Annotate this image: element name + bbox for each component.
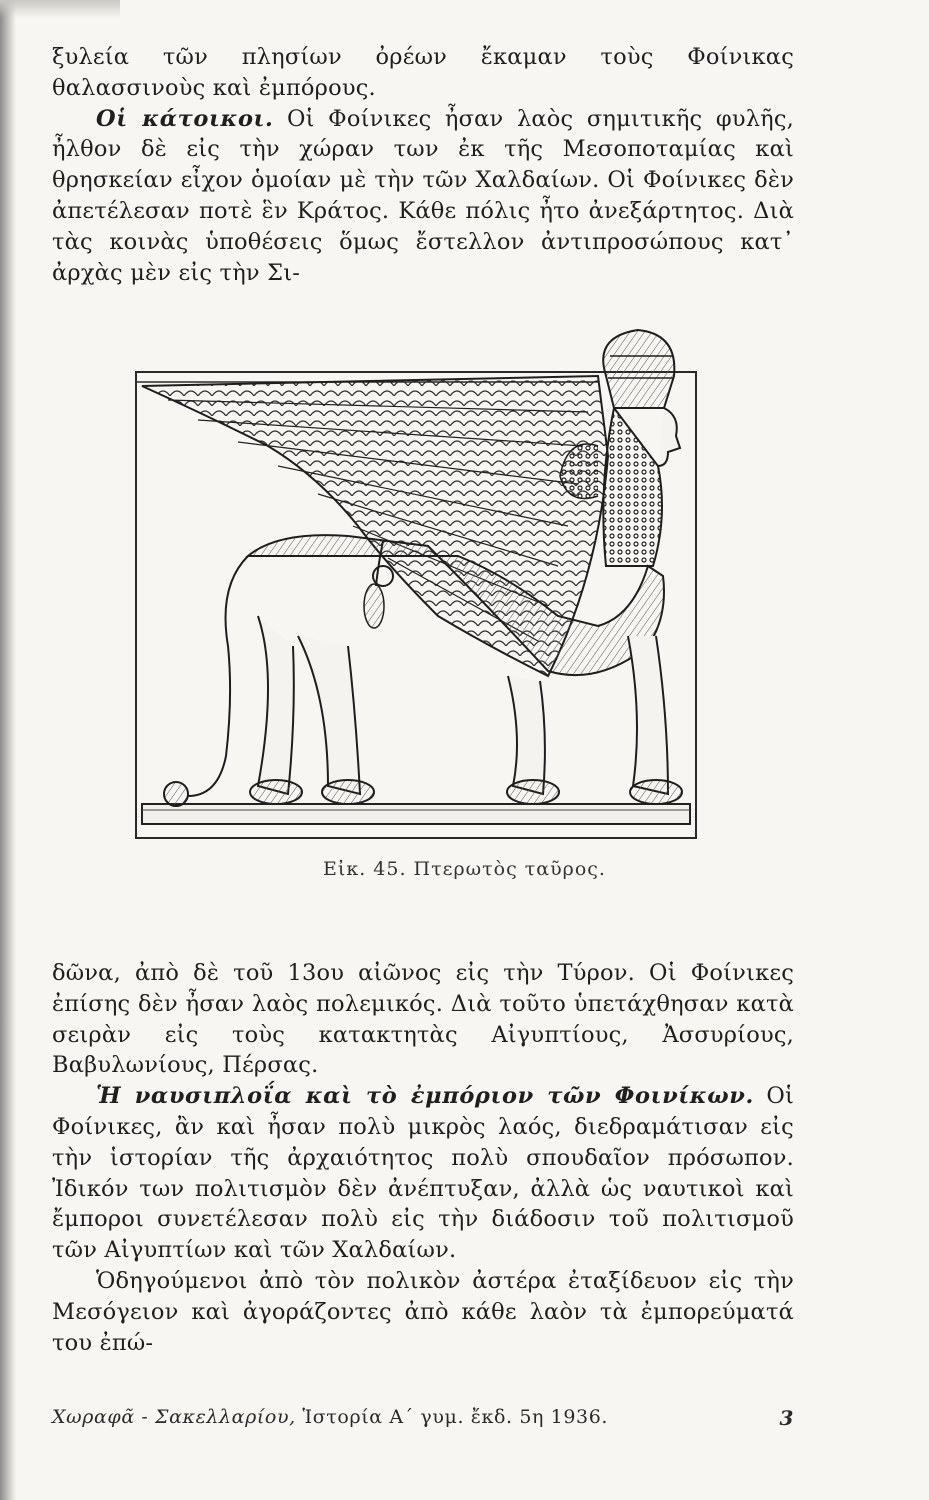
section-body-navigation: Οἱ Φοίνικες, ἂν καὶ ἦσαν πολὺ μικρὸς λαός, διεδραμάτισαν εἰς τὴν ἱστορίαν τῆς ἀρχαιότητος πολὺ σπουδαῖον πρόσωπον. Ἰδικόν των πολιτισμὸν δὲν ἀνέπτυξαν, ἀλλὰ ὡς ναυτικοὶ καὶ ἔμποροι συνετέλεσαν πολὺ εἰς τὴν διάδοσιν τοῦ πολιτισμοῦ τῶν Αἰγυπτίων καὶ τῶν Χαλδαίων. — [52, 1083, 794, 1264]
winged-bull-illustration — [128, 316, 708, 856]
page-binding-shadow — [0, 0, 16, 1500]
paragraph-navigation — [52, 1081, 794, 1266]
paragraph-polar-star: Ὁδηγούμενοι ἀπὸ τὸν πολικὸν ἀστέρα ἐταξίδευον εἰς τὴν Μεσόγειον καὶ ἀγοράζοντες ἀπὸ κάθε λαὸν τὰ ἐμπορεύματά του ἐπώ- — [52, 1267, 794, 1356]
top-text-block — [52, 42, 794, 288]
figure-winged-bull — [128, 316, 708, 856]
section-heading-navigation: Ἡ ναυσιπλοΐα καὶ τὸ ἐμπόριον τῶν Φοινίκων. — [96, 1083, 754, 1110]
paragraph-continuation: ξυλεία τῶν πλησίων ὀρέων ἔκαμαν τοὺς Φοίνικας θαλασσινοὺς καὶ ἐμπόρους. — [52, 44, 794, 101]
section-body-inhabitants: Οἱ Φοίνικες ἦσαν λαὸς σημιτικῆς φυλῆς, ἦλθον δὲ εἰς τὴν χώραν των ἐκ τῆς Μεσοποταμίας καὶ θρησκείαν εἶχον ὁμοίαν μὲ τὴν τῶν Χαλδαίων. Οἱ Φοίνικες δὲν ἀπετέλεσαν ποτὲ ἓν Κράτος. Κάθε πόλις ἦτο ἀνεξάρτητος. Διὰ τὰς κοινὰς ὑποθέσεις ὅμως ἔστελλον ἀντιπροσώπους κατ᾽ ἀρχὰς μὲν εἰς τὴν Σι- — [52, 105, 794, 286]
page-number: 3 — [779, 1406, 794, 1430]
figure-caption: Εἰκ. 45. Πτερωτὸς ταῦρος. — [323, 858, 606, 880]
paragraph-continuation-sidon: δῶνα, ἀπὸ δὲ τοῦ 13ου αἰῶνος εἰς τὴν Τύρον. Οἱ Φοίνικες ἐπίσης δὲν ἦσαν λαὸς πολεμικός. Διὰ τοῦτο ὑπετάχθησαν κατὰ σειρὰν εἰς τοὺς κατακτητὰς Αἰγυπτίους, Ἀσσυρίους, Βαβυλωνίους, Πέρσας. — [52, 960, 794, 1079]
page-footer — [52, 1406, 794, 1428]
footer-book-title: Ἱστορία Α΄ γυμ. ἔκδ. 5η 1936. — [302, 1406, 609, 1428]
footer-authors: Χωραφᾶ - Σακελλαρίου, — [52, 1406, 296, 1428]
bottom-text-block — [52, 958, 794, 1358]
page-corner-shadow — [0, 0, 120, 18]
section-heading-inhabitants: Οἱ κάτοικοι. — [96, 105, 274, 132]
paragraph-inhabitants — [52, 104, 794, 289]
